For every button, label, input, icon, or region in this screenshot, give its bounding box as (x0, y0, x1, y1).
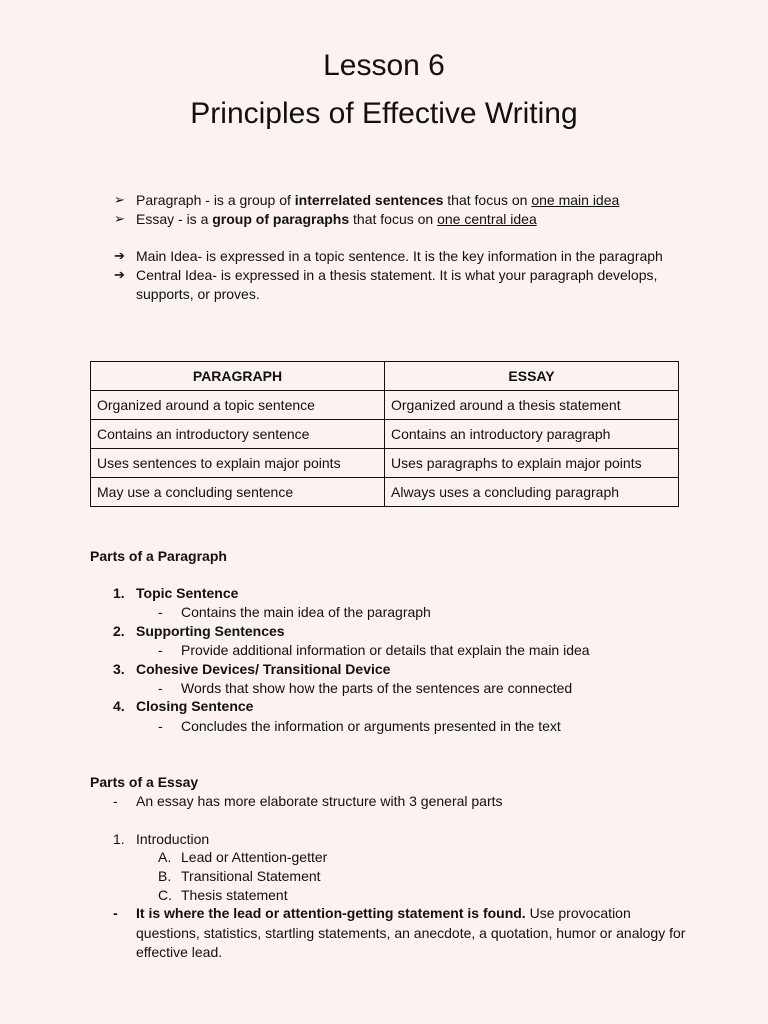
list-item-detail: Words that show how the parts of the sentences are connected (181, 680, 573, 696)
table-cell: Organized around a topic sentence (91, 391, 385, 420)
list-item-label: Closing Sentence (136, 698, 254, 714)
table-row (91, 449, 679, 478)
list-number: 4. (113, 698, 125, 714)
table-cell: May use a concluding sentence (91, 478, 385, 507)
table-row (91, 420, 679, 449)
sublist-letter: B. (158, 868, 172, 884)
list-dash: - (158, 680, 163, 696)
list-number: 1. (113, 585, 125, 601)
sublist-item: Transitional Statement (181, 868, 321, 884)
table-header-essay: ESSAY (385, 362, 679, 391)
list-dash: - (113, 905, 118, 921)
page-subtitle: Principles of Effective Writing (190, 97, 578, 130)
arrowhead-bullet-icon: ➢ (114, 211, 125, 226)
table-cell: Contains an introductory sentence (91, 420, 385, 449)
list-dash: - (158, 642, 163, 658)
central-idea-text-cont: supports, or proves. (136, 286, 260, 302)
section-heading-paragraph-parts: Parts of a Paragraph (90, 548, 227, 564)
list-number: 1. (113, 831, 125, 847)
page-title: Lesson 6 (323, 49, 445, 82)
list-number: 2. (113, 623, 125, 639)
central-idea-text: Central Idea- is expressed in a thesis statement. It is what your paragraph develops, (136, 267, 658, 283)
table-row (91, 391, 679, 420)
lead-description-cont: questions, statistics, startling statements, an anecdote, a quotation, humor or analogy for (136, 925, 686, 941)
table-cell: Contains an introductory paragraph (385, 420, 679, 449)
list-item-label: Supporting Sentences (136, 623, 285, 639)
sublist-item: Thesis statement (181, 887, 288, 903)
arrow-bullet-icon: ➔ (114, 248, 125, 263)
sublist-item: Lead or Attention-getter (181, 849, 328, 865)
essay-intro-note: An essay has more elaborate structure with 3 general parts (136, 793, 503, 809)
list-number: 3. (113, 661, 125, 677)
comparison-table (90, 361, 679, 507)
main-idea-text: Main Idea- is expressed in a topic sentence. It is the key information in the paragraph (136, 248, 663, 264)
table-cell: Organized around a thesis statement (385, 391, 679, 420)
list-dash: - (158, 718, 163, 734)
list-dash: - (158, 604, 163, 620)
table-cell: Always uses a concluding paragraph (385, 478, 679, 507)
list-item-label: Cohesive Devices/ Transitional Device (136, 661, 391, 677)
section-heading-essay-parts: Parts of a Essay (90, 774, 199, 790)
lead-description: It is where the lead or attention-getting statement is found. Use provocation (136, 905, 631, 921)
arrow-bullet-icon: ➔ (114, 267, 125, 282)
table-header-paragraph: PARAGRAPH (91, 362, 385, 391)
arrowhead-bullet-icon: ➢ (114, 192, 125, 207)
list-item-label: Introduction (136, 831, 210, 847)
sublist-letter: C. (158, 887, 172, 903)
table-row (91, 478, 679, 507)
definition-essay: Essay - is a group of paragraphs that focus on one central idea (136, 211, 537, 227)
definition-paragraph: Paragraph - is a group of interrelated sentences that focus on one main idea (136, 192, 620, 208)
table-header-row (91, 362, 679, 391)
table-cell: Uses paragraphs to explain major points (385, 449, 679, 478)
lead-description-cont: effective lead. (136, 944, 223, 960)
table-cell: Uses sentences to explain major points (91, 449, 385, 478)
list-item-detail: Provide additional information or details that explain the main idea (181, 642, 590, 658)
list-item-label: Topic Sentence (136, 585, 239, 601)
list-dash: - (113, 793, 118, 809)
list-item-detail: Concludes the information or arguments presented in the text (181, 718, 561, 734)
sublist-letter: A. (158, 849, 172, 865)
list-item-detail: Contains the main idea of the paragraph (181, 604, 431, 620)
